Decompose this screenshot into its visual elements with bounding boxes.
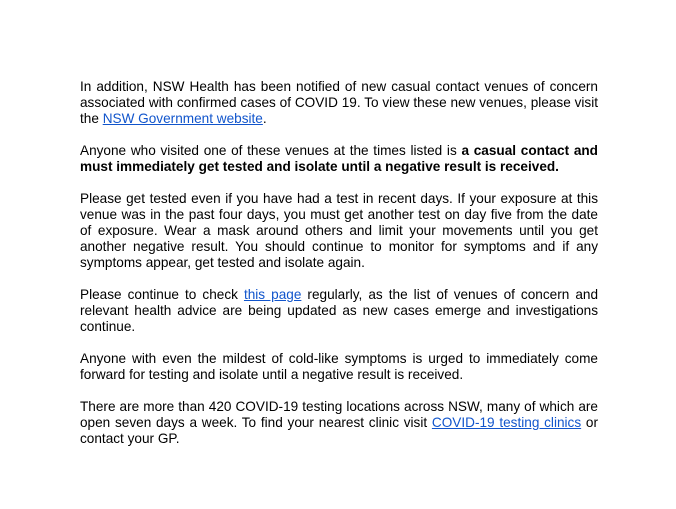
text-line: Anyone with even the mildest of cold-like symptoms is urged to immediately come bbox=[80, 351, 598, 366]
paragraph-new-venues bbox=[80, 79, 598, 127]
text: regularly, as the list of venues of concern and bbox=[301, 287, 599, 302]
text-line: continue. bbox=[80, 319, 136, 334]
text-line: of exposure. Wear a mask around others and limit your movements until you get bbox=[80, 223, 598, 238]
nsw-government-website-link[interactable]: NSW Government website bbox=[102, 111, 263, 126]
paragraph-symptoms bbox=[80, 351, 598, 383]
text-line: symptoms appear, get tested and isolate again. bbox=[80, 255, 365, 270]
text-line bbox=[80, 287, 598, 303]
text-line bbox=[80, 415, 598, 431]
text-line: In addition, NSW Health has been notified of new casual contact venues of concern bbox=[80, 79, 598, 94]
text-line: another negative result. You should continue to monitor for symptoms and if any bbox=[80, 239, 598, 254]
paragraph-casual-contact bbox=[80, 143, 598, 175]
text-line: contact your GP. bbox=[80, 431, 180, 446]
text-line bbox=[80, 111, 598, 127]
covid-testing-clinics-link[interactable]: COVID-19 testing clinics bbox=[431, 415, 582, 430]
text: . bbox=[262, 111, 267, 126]
paragraph-check-page bbox=[80, 287, 598, 335]
text: Please continue to check bbox=[80, 287, 244, 302]
paragraph-get-tested bbox=[80, 191, 598, 271]
text-line: associated with confirmed cases of COVID 19. To view these new venues, please visit bbox=[80, 95, 598, 110]
text-line bbox=[80, 143, 598, 159]
text-line: Please get tested even if you have had a test in recent days. If your exposure at this bbox=[80, 191, 598, 206]
text-line: venue was in the past four days, you must get another test on day five from the date bbox=[80, 207, 598, 222]
text-line: forward for testing and isolate until a negative result is received. bbox=[80, 367, 464, 382]
this-page-link[interactable]: this page bbox=[243, 287, 302, 302]
text-line: relevant health advice are being updated as new cases emerge and investigations bbox=[80, 303, 598, 318]
text: Anyone who visited one of these venues at the times listed is bbox=[80, 143, 462, 158]
text-line: There are more than 420 COVID-19 testing locations across NSW, many of which are bbox=[80, 399, 598, 414]
document-body bbox=[80, 79, 598, 463]
text-line bbox=[80, 159, 598, 175]
text: open seven days a week. To find your nearest clinic visit bbox=[80, 415, 432, 430]
text: the bbox=[80, 111, 103, 126]
text: or bbox=[581, 415, 598, 430]
bold-text: must immediately get tested and isolate until a negative result is received. bbox=[80, 159, 559, 174]
bold-text: a casual contact and bbox=[461, 143, 598, 158]
paragraph-testing-locations bbox=[80, 399, 598, 447]
